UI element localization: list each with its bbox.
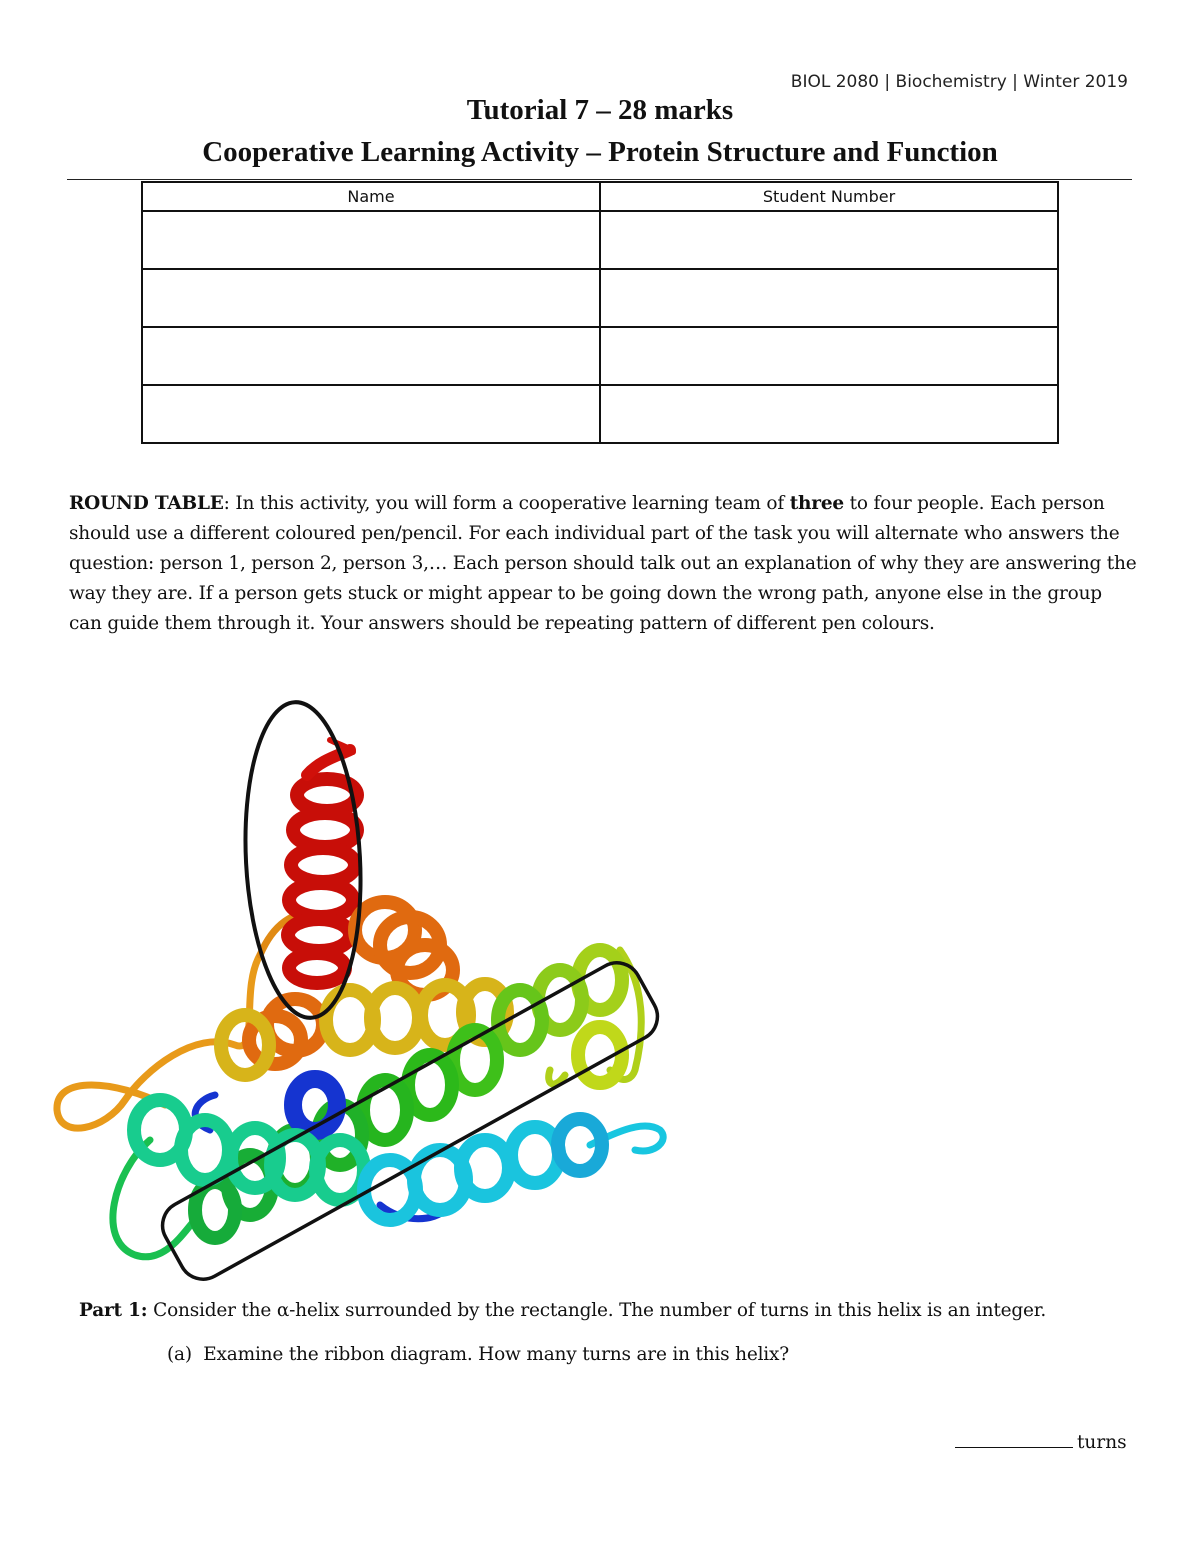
activity-title: Cooperative Learning Activity – Protein Structure and Function [202, 136, 998, 168]
student-number-column-header: Student Number [600, 182, 1058, 211]
name-cell[interactable] [142, 327, 600, 385]
answer-line [955, 1429, 1127, 1453]
table-row [142, 327, 1058, 385]
round-table-label: ROUND TABLE [69, 493, 224, 514]
student-number-cell[interactable] [600, 211, 1058, 269]
student-number-cell[interactable] [600, 269, 1058, 327]
blue-core [293, 1079, 337, 1131]
question-a-marker: (a) [167, 1344, 192, 1365]
red-helix [288, 779, 357, 983]
course-header: BIOL 2080 | Biochemistry | Winter 2019 [790, 72, 1128, 92]
question-a-text: Examine the ribbon diagram. How many turns are in this helix? [203, 1344, 789, 1365]
table-row [142, 211, 1058, 269]
part1-prompt [79, 1300, 1046, 1321]
answer-blank[interactable] [955, 1429, 1073, 1448]
question-a [167, 1344, 789, 1365]
name-cell[interactable] [142, 269, 600, 327]
name-column-header: Name [142, 182, 600, 211]
part1-label: Part 1: [79, 1300, 148, 1321]
student-roster-table [141, 181, 1059, 444]
round-table-instructions [69, 489, 1139, 639]
title-rule [67, 179, 1132, 180]
name-cell[interactable] [142, 211, 600, 269]
table-row [142, 269, 1058, 327]
name-cell[interactable] [142, 385, 600, 443]
part1-text: Consider the α-helix surrounded by the rectangle. The number of turns in this helix is an integer. [147, 1300, 1047, 1321]
instructions-text-cont: to four people. Each person should use a different coloured pen/pencil. For each individual part of the task you will alternate who answers the question: person 1, person 2, person 3,… Each person should talk out an explanation of why they are answering the way they are. If a person gets stuck or might appear to be going down the wrong path, anyone else in the group can guide them through it. Your answers should be repeating pattern of different pen colours. [69, 493, 1137, 635]
student-number-cell[interactable] [600, 327, 1058, 385]
answer-unit: turns [1077, 1432, 1127, 1453]
tutorial-title: Tutorial 7 – 28 marks [466, 94, 734, 126]
student-number-cell[interactable] [600, 385, 1058, 443]
protein-ribbon-diagram [45, 700, 675, 1290]
instructions-text: : In this activity, you will form a cooperative learning team of [223, 493, 790, 514]
table-header-row [142, 182, 1058, 211]
emphasis-three: three [789, 493, 844, 514]
table-row [142, 385, 1058, 443]
